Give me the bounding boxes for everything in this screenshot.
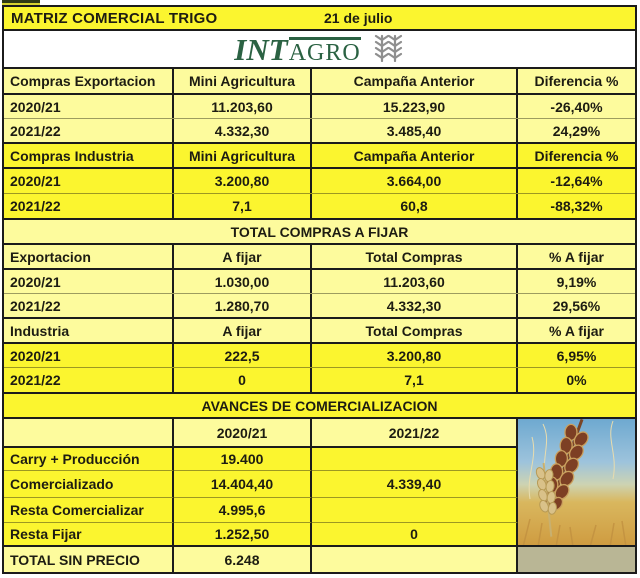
column-header: A fijar bbox=[174, 319, 312, 342]
column-header: % A fijar bbox=[549, 322, 604, 339]
column-header: Total Compras bbox=[312, 319, 518, 342]
value-cell: 3.200,80 bbox=[174, 169, 312, 193]
table-compras-industria-header bbox=[4, 144, 635, 169]
value-cell: 4.339,40 bbox=[312, 471, 518, 498]
table-row bbox=[4, 344, 635, 368]
value-cell: 11.203,60 bbox=[174, 95, 312, 118]
column-header: Industria bbox=[4, 319, 174, 342]
row-label: 2020/21 bbox=[4, 344, 174, 367]
table-row bbox=[4, 119, 635, 144]
row-label: 2020/21 bbox=[4, 270, 174, 293]
sheet-title: MATRIZ COMERCIAL TRIGO bbox=[11, 9, 218, 27]
total-empty-cell bbox=[312, 547, 518, 572]
column-header: Mini Agricultura bbox=[174, 69, 312, 93]
table-row bbox=[4, 368, 635, 394]
table-exportacion-header bbox=[4, 245, 635, 270]
table-row bbox=[4, 294, 635, 319]
value-cell: 15.223,90 bbox=[312, 95, 518, 118]
row-label: 2020/21 bbox=[4, 95, 174, 118]
section-banner-avances: AVANCES DE COMERCIALIZACION bbox=[4, 394, 635, 419]
value-cell: 24,29% bbox=[552, 122, 601, 139]
section-banner-total-compras: TOTAL COMPRAS A FIJAR bbox=[4, 220, 635, 245]
empty-gray-cell bbox=[518, 547, 635, 572]
row-label: 2020/21 bbox=[4, 169, 174, 193]
wheat-sheaf-icon bbox=[371, 32, 405, 67]
column-header: A fijar bbox=[174, 245, 312, 268]
value-cell: 0% bbox=[566, 372, 587, 388]
table-row bbox=[4, 169, 635, 194]
column-header: 2021/22 bbox=[312, 419, 518, 448]
column-header: Compras Exportacion bbox=[4, 69, 174, 93]
value-cell: 222,5 bbox=[174, 344, 312, 367]
row-label: Resta Fijar bbox=[4, 523, 174, 547]
value-cell: 9,19% bbox=[556, 273, 597, 290]
value-cell: 60,8 bbox=[312, 194, 518, 218]
value-cell: 19.400 bbox=[174, 448, 312, 471]
total-value-cell: 6.248 bbox=[174, 547, 312, 572]
table-compras-exportacion-header bbox=[4, 69, 635, 95]
column-header: Exportacion bbox=[4, 245, 174, 268]
wheat-field-photo bbox=[518, 419, 635, 547]
value-cell: 1.030,00 bbox=[174, 270, 312, 293]
logo-agro-text: AGRO bbox=[289, 37, 361, 65]
logo-int-text: INT bbox=[234, 31, 288, 67]
column-header: 2020/21 bbox=[174, 419, 312, 448]
column-header: Diferencia % bbox=[534, 147, 619, 164]
logo-band bbox=[4, 31, 635, 69]
column-header: Compras Industria bbox=[4, 144, 174, 167]
value-cell: 4.995,6 bbox=[174, 498, 312, 523]
row-label: Carry + Producción bbox=[4, 448, 174, 471]
row-label: 2021/22 bbox=[4, 368, 174, 392]
value-cell: 1.252,50 bbox=[174, 523, 312, 547]
value-cell: 11.203,60 bbox=[312, 270, 518, 293]
value-cell: 4.332,30 bbox=[174, 119, 312, 142]
value-cell: 14.404,40 bbox=[174, 471, 312, 498]
column-header: Total Compras bbox=[312, 245, 518, 268]
value-cell: 0 bbox=[174, 368, 312, 392]
value-cell: 3.485,40 bbox=[312, 119, 518, 142]
value-cell bbox=[312, 498, 518, 523]
value-cell: 0 bbox=[312, 523, 518, 547]
value-cell: 1.280,70 bbox=[174, 294, 312, 317]
intagro-logo bbox=[234, 31, 361, 67]
value-cell: -88,32% bbox=[550, 198, 603, 214]
value-cell: 3.200,80 bbox=[312, 344, 518, 367]
value-cell: -26,40% bbox=[550, 98, 603, 115]
row-label: Comercializado bbox=[4, 471, 174, 498]
report-sheet bbox=[2, 5, 637, 574]
row-label: 2021/22 bbox=[4, 294, 174, 317]
value-cell: -12,64% bbox=[550, 173, 603, 189]
row-label: 2021/22 bbox=[4, 194, 174, 218]
row-label: 2021/22 bbox=[4, 119, 174, 142]
value-cell: 6,95% bbox=[556, 347, 597, 364]
table-row bbox=[4, 95, 635, 119]
value-cell: 7,1 bbox=[312, 368, 518, 392]
column-header: Mini Agricultura bbox=[174, 144, 312, 167]
row-label: Resta Comercializar bbox=[4, 498, 174, 523]
table-avances bbox=[4, 419, 635, 572]
table-row bbox=[4, 270, 635, 294]
column-header: Diferencia % bbox=[534, 73, 619, 89]
value-cell bbox=[312, 448, 518, 471]
column-header: Campaña Anterior bbox=[312, 69, 518, 93]
value-cell: 7,1 bbox=[174, 194, 312, 218]
column-header: % A fijar bbox=[549, 248, 604, 265]
table-industria-header bbox=[4, 319, 635, 344]
value-cell: 3.664,00 bbox=[312, 169, 518, 193]
total-row-label: TOTAL SIN PRECIO bbox=[4, 547, 174, 572]
column-header bbox=[4, 419, 174, 448]
value-cell: 29,56% bbox=[552, 297, 601, 314]
report-date: 21 de julio bbox=[324, 10, 393, 26]
column-header: Campaña Anterior bbox=[312, 144, 518, 167]
title-bar bbox=[4, 7, 635, 31]
value-cell: 4.332,30 bbox=[312, 294, 518, 317]
table-row bbox=[4, 194, 635, 220]
